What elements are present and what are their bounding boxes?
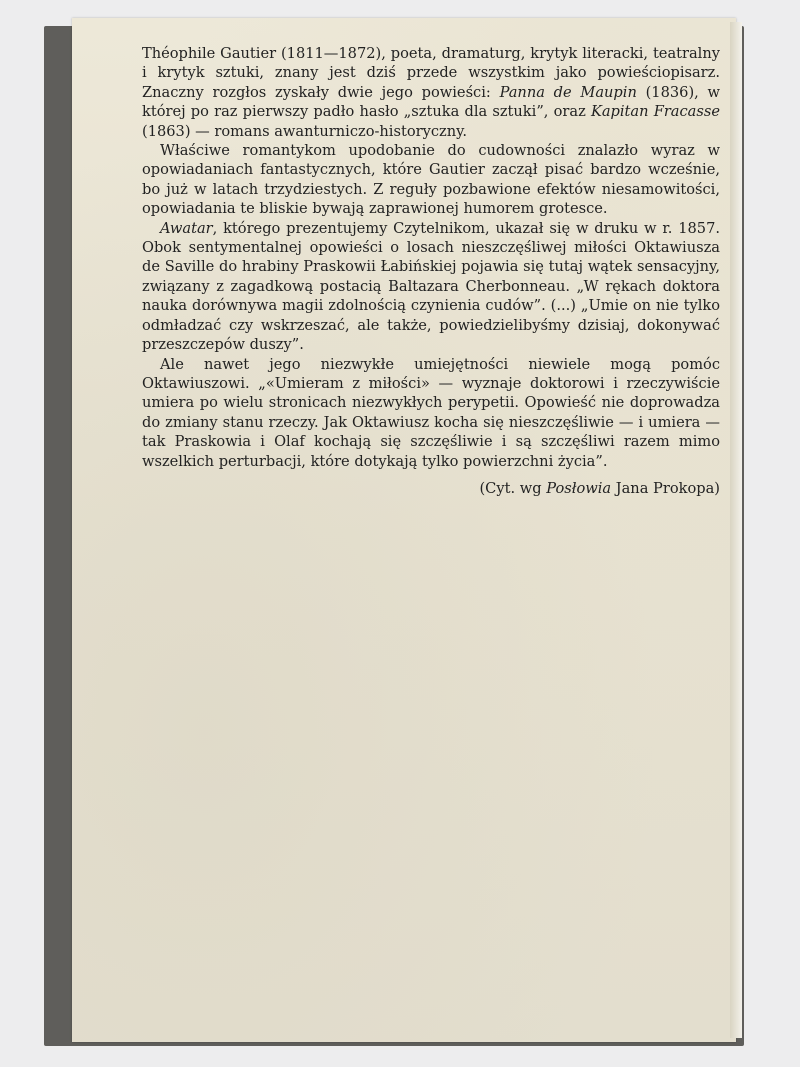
cover-edge	[730, 22, 742, 1038]
p3-text: , którego prezentujemy Czytelnikom, ukazał się w druku w r. 1857. Obok sentymentalnej opowieści o losach nieszczęśliwej miłości Oktawiusza de Saville do hrabiny Praskowii Łabińskiej pojawia się tutaj wątek sensacyjny, związany z zagadkową postacią Baltazara Cherbonneau. „W rękach doktora nauka dorównywa magii zdolnością czynienia cudów”. (...) „Umie on nie tylko odmładzać czy wskrzeszać, ale także, powiedzielibyśmy dzisiaj, dokonywać przeszczepów duszy”.	[142, 219, 720, 354]
citation-suffix: Jana Prokopa)	[611, 479, 720, 497]
paragraph-3	[142, 219, 720, 355]
citation	[142, 479, 720, 498]
paragraph-1	[142, 44, 720, 141]
p1-title-kapitan: Kapitan Fracasse	[590, 103, 720, 121]
p2-text: Właściwe romantykom upodobanie do cudowności znalazło wyraz w opowiadaniach fantastycznych, które Gautier zaczął pisać bardzo wcześnie, bo już w latach trzydziestych. Z reguły pozbawione efektów niesamowitości, opowiadania te bliskie bywają zaprawionej humorem grotesce.	[142, 142, 720, 218]
paragraph-4	[142, 355, 720, 471]
p1-text-2: (1836), w której po raz pierwszy padło hasło „sztuka dla sztuki”, oraz	[142, 83, 721, 121]
p1-title-panna: Panna de Maupin	[499, 83, 637, 101]
p1-text-1: Théophile Gautier (1811—1872), poeta, dramaturg, krytyk literacki, teatralny i krytyk sztuki, znany jest dziś przede wszystkim jako powieściopisarz. Znaczny rozgłos zyskały dwie jego powieści:	[142, 45, 720, 101]
citation-source: Posłowia	[546, 479, 612, 497]
p1-text-3: (1863) — romans awanturniczo-historyczny.	[142, 122, 468, 140]
p4-text: Ale nawet jego niezwykłe umiejętności niewiele mogą pomóc Oktawiuszowi. „«Umieram z miłości» — wyznaje doktorowi i rzeczywiście umiera po wielu stronicach niezwykłych perypetii. Opowieść nie doprowadza do zmiany stanu rzeczy. Jak Oktawiusz kocha się nieszczęśliwie — i umiera — tak Praskowia i Olaf kochają się szczęśliwie i są szczęśliwi razem mimo wszelkich perturbacji, które dotykają tylko powierzchni życia”.	[142, 355, 720, 470]
paragraph-2	[142, 141, 720, 219]
p3-title-awatar: Awatar	[160, 219, 213, 237]
citation-prefix: (Cyt. wg	[479, 479, 547, 497]
blurb-text	[142, 44, 720, 498]
